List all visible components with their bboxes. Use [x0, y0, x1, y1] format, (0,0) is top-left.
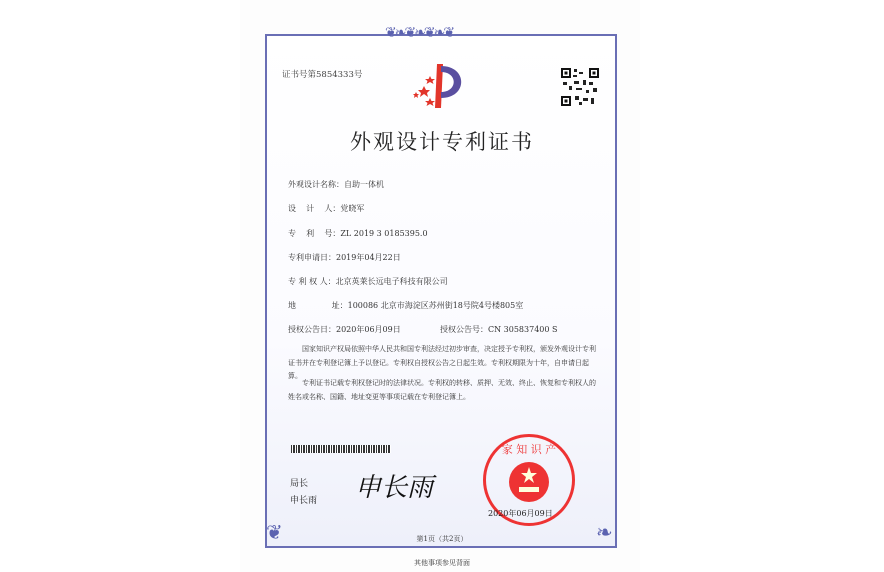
document-title: 外观设计专利证书 — [350, 130, 534, 154]
field-design-name — [288, 179, 384, 190]
corner-ornament-icon: ❧ — [596, 520, 611, 544]
field-label: 专 利 号： — [288, 229, 341, 238]
field-patent-number — [288, 228, 428, 239]
field-label: 授权公告日： — [288, 325, 336, 334]
certificate-number: 证书号第5854333号 — [282, 70, 363, 80]
field-label: 专 利 权 人： — [288, 277, 336, 286]
handwritten-signature: 申长雨 — [355, 473, 434, 503]
top-ornament-icon: ❦❧❦❧❦❧❦ — [385, 25, 454, 41]
field-value: 2020年06月09日 — [336, 325, 401, 334]
field-label: 地 址： — [288, 301, 348, 310]
corner-ornament-icon: ❦ — [266, 520, 281, 544]
barcode — [291, 445, 391, 453]
field-value: ZL 2019 3 0185395.0 — [340, 229, 428, 238]
page-indicator: 第1页（共2页） — [416, 535, 468, 543]
field-value: 100086 北京市海淀区苏州街18号院4号楼805室 — [347, 301, 524, 310]
qr-code-icon — [561, 68, 599, 106]
field-value: 党晓军 — [340, 204, 365, 213]
field-value: CN 305837400 S — [488, 325, 558, 334]
field-label: 专利申请日： — [288, 253, 336, 262]
field-address — [288, 300, 523, 311]
statement-paragraph: 专利证书记载专利权登记时的法律状况。专利权的转移、质押、无效、终止、恢复和专利权人的姓名或名称、国籍、地址变更等事项记载在专利登记簿上。 — [288, 379, 596, 401]
field-label: 设 计 人： — [288, 204, 341, 213]
svg-text:家 知 识 产: 家 知 识 产 — [501, 443, 557, 456]
statement-paragraph: 国家知识产权局依照中华人民共和国专利法经过初步审查，决定授予专利权，颁发外观设计专利证书并在专利登记簿上予以登记。专利权自授权公告之日起生效。专利权期限为十年，自申请日起算。 — [288, 345, 596, 380]
footer-note: 其他事项参见背面 — [414, 559, 470, 567]
field-label: 外观设计名称： — [288, 180, 344, 189]
signatory-title: 局长 — [290, 479, 309, 489]
signatory-name: 申长雨 — [290, 496, 318, 506]
field-value: 自助一体机 — [344, 180, 384, 189]
field-announcement-number — [440, 324, 558, 335]
field-grant-date — [288, 324, 401, 335]
field-patentee — [288, 276, 448, 287]
field-value: 2019年04月22日 — [336, 253, 401, 262]
field-designer — [288, 203, 364, 214]
field-label: 授权公告号： — [440, 325, 488, 334]
seal-date: 2020年06月09日 — [488, 509, 553, 518]
field-value: 北京英莱长远电子科技有限公司 — [335, 277, 448, 286]
field-application-date — [288, 252, 401, 263]
cnipa-logo-icon — [410, 62, 470, 112]
